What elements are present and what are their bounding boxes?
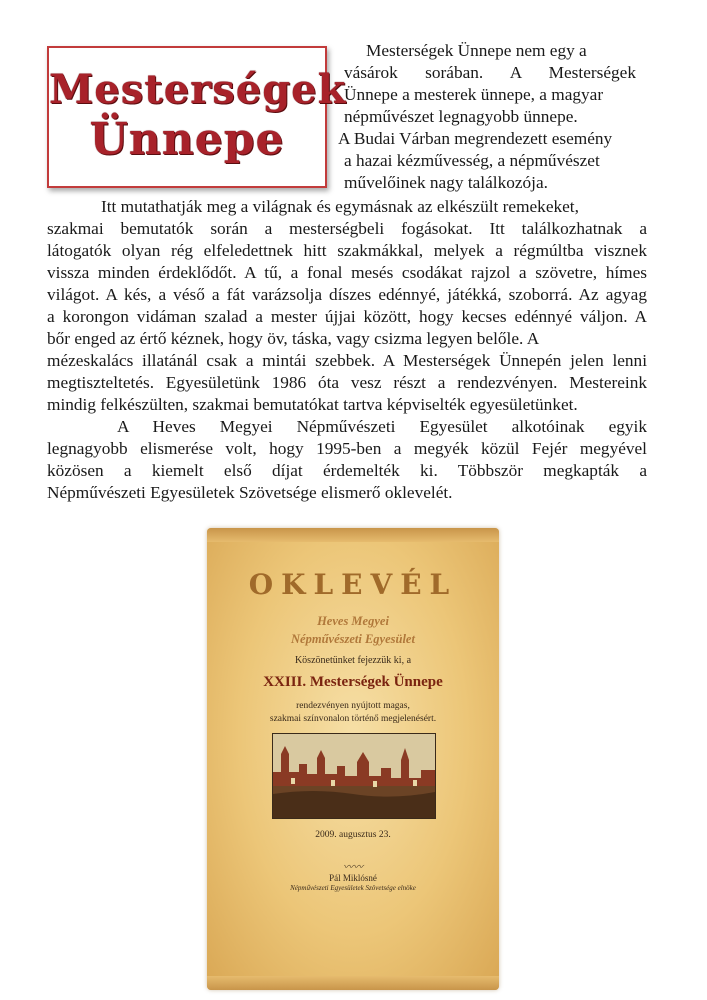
certificate-date: 2009. augusztus 23. [315,830,391,840]
intro-paragraph [338,40,636,194]
certificate-text-line2: szakmai színvonalon történő megjelenésért. [269,714,437,724]
body-paragraph [47,196,647,504]
body-line: Népművészeti Egyesületek Szövetsége elismerő oklevelét. [47,483,453,502]
body-line: vissza minden érdeklődőt. A tű, a fonal mesés csodákat rajzol a szövetre, hímes [47,263,647,282]
certificate-image [207,528,499,990]
scroll-bottom-edge [207,976,499,990]
intro-line: vásárok sorában. A Mesterségek [344,63,636,82]
intro-line: a hazai kézművesség, a népművészet [344,151,600,170]
body-line: megtiszteltetés. Egyesületünk 1986 óta vesz részt a rendezvényen. Mestereink [47,373,647,392]
certificate-org-line1: Heves Megyei [317,614,389,628]
certificate-text-line1: rendezvényen nyújtott magas, [296,701,410,711]
scroll-top-edge [207,528,499,542]
body-line: bőr enged az értő kéznek, hogy öv, táska, vagy csizma legyen belőle. A [47,329,540,348]
logo-title-line2: Ünnepe [89,114,285,165]
city-panorama-picture [272,733,436,819]
body-line: Itt mutathatják meg a világnak és egymásnak az elkészült remekeket, [101,197,579,216]
intro-line: A Budai Várban megrendezett esemény [338,129,613,148]
body-line: szakmai bemutatók során a mesterségbeli fogásokat. Itt találkozhatnak a [47,219,647,238]
logo-title-line1: Mesterségek [49,66,347,113]
intro-line: népművészet legnagyobb ünnepe. [344,107,578,126]
certificate-org-line2: Népművészeti Egyesület [291,632,415,646]
certificate-event: XXIII. Mesterségek Ünnepe [263,674,443,690]
body-line: mindig felkészülten, szakmai bemutatókat tartva képviselték egyesületünket. [47,395,578,414]
certificate-title: OKLEVÉL [248,568,458,601]
city-panorama-drawing [273,734,435,818]
body-line: világot. A kés, a véső a fát varázsolja díszes edénnyé, játékká, szoborrá. Az agyag [47,285,647,304]
body-line: legnagyobb elismerése volt, hogy 1995-ben a megyék közül Fejér megyével [47,439,647,458]
intro-line: Mesterségek Ünnepe nem egy a [366,41,587,60]
signature: 〰〰 [343,862,363,873]
certificate-signer-role: Népművészeti Egyesületek Szövetsége elnöke [290,884,416,892]
certificate-thanks: Köszönetünket fejezzük ki, a [294,655,412,666]
intro-line: művelőinek nagy találkozója. [344,173,548,192]
body-line: látogatók olyan rég elfeledettnek hitt szakmákkal, melyek a régmúltba visznek [47,241,647,260]
body-line: közösen a kiemelt első díjat érdemelték ki. Többször megkapták a [47,461,647,480]
body-line: mézeskalács illatánál csak a mintái szebbek. A Mesterségek Ünnepén jelen lenni [47,351,647,370]
body-line: A Heves Megyei Népművészeti Egyesület alkotóinak egyik [117,417,647,436]
logo [47,46,347,188]
body-line: a korongon vidáman szalad a mester újjai között, hogy kecses edénnyé váljon. A [47,307,647,326]
intro-line: Ünnepe a mesterek ünnepe, a magyar [344,85,604,104]
certificate-signer: Pál Miklósné [329,873,377,883]
